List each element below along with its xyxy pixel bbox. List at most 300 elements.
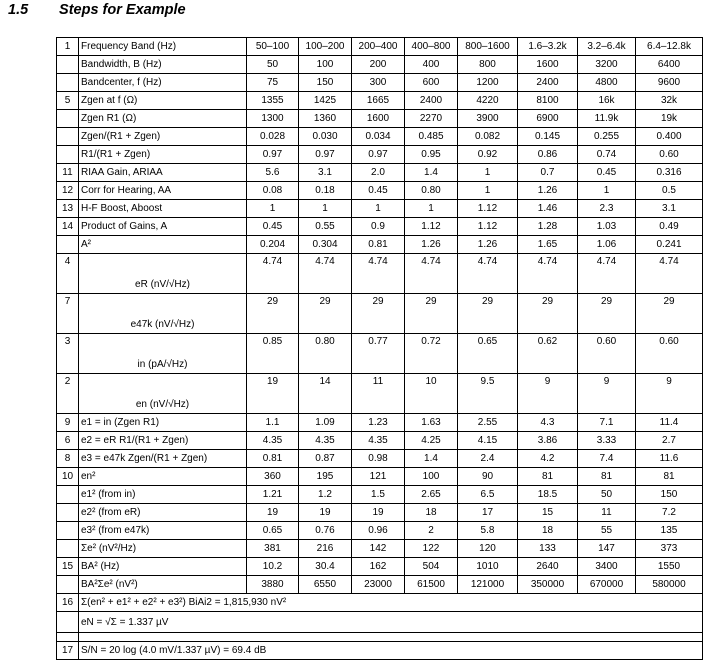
- table-cell: 1200: [458, 74, 518, 92]
- table-row: [57, 414, 703, 432]
- table-cell: 4.74: [636, 254, 703, 294]
- table-cell: 6900: [518, 110, 578, 128]
- table-cell: 29: [518, 294, 578, 334]
- row-label: Zgen at f (Ω): [79, 92, 247, 110]
- table-cell: 0.255: [578, 128, 636, 146]
- table-cell: 75: [247, 74, 299, 92]
- table-cell: 4.74: [458, 254, 518, 294]
- table-cell: 1: [578, 182, 636, 200]
- section-number: 1.5: [8, 2, 29, 18]
- table-cell: 81: [636, 468, 703, 486]
- table-cell: 100: [405, 468, 458, 486]
- step-number: 9: [57, 414, 79, 432]
- table-cell: 216: [299, 540, 352, 558]
- row-label: A²: [79, 236, 247, 254]
- step-number: 1: [57, 38, 79, 56]
- table-cell: 100–200: [299, 38, 352, 56]
- table-cell: 800: [458, 56, 518, 74]
- step-number: [57, 540, 79, 558]
- summary-text: Σ(en² + e1² + e2² + e3²) BiAi2 = 1,815,930 nV²: [79, 594, 703, 612]
- table-row: [57, 486, 703, 504]
- table-row: [57, 522, 703, 540]
- table-cell: 147: [578, 540, 636, 558]
- table-cell: 580000: [636, 576, 703, 594]
- row-label: en (nV/√Hz): [79, 374, 247, 414]
- row-label: RIAA Gain, ARIAA: [79, 164, 247, 182]
- table-cell: 0.5: [636, 182, 703, 200]
- step-number: 16: [57, 594, 79, 612]
- table-cell: 0.145: [518, 128, 578, 146]
- table-cell: 4.74: [578, 254, 636, 294]
- table-cell: 18: [405, 504, 458, 522]
- table-row: [57, 146, 703, 164]
- table-row: [57, 182, 703, 200]
- table-cell: 19: [247, 504, 299, 522]
- summary-text: S/N = 20 log (4.0 mV/1.337 µV) = 69.4 dB: [79, 642, 703, 660]
- table-cell: 23000: [352, 576, 405, 594]
- table-row: [57, 92, 703, 110]
- table-cell: 1.65: [518, 236, 578, 254]
- table-cell: 29: [458, 294, 518, 334]
- table-cell: 600: [405, 74, 458, 92]
- table-cell: 121000: [458, 576, 518, 594]
- table-cell: 4.2: [518, 450, 578, 468]
- table-row: [57, 468, 703, 486]
- table-cell: 19k: [636, 110, 703, 128]
- step-number: [57, 110, 79, 128]
- row-label: en²: [79, 468, 247, 486]
- table-cell: 162: [352, 558, 405, 576]
- table-cell: 1: [458, 182, 518, 200]
- step-number: [57, 486, 79, 504]
- step-number: 7: [57, 294, 79, 334]
- table-cell: 0.97: [247, 146, 299, 164]
- table-cell: 29: [352, 294, 405, 334]
- summary-text: eN = √Σ = 1.337 µV: [79, 612, 703, 633]
- table-cell: 350000: [518, 576, 578, 594]
- table-cell: 4.15: [458, 432, 518, 450]
- table-cell: 0.85: [247, 334, 299, 374]
- step-number: [57, 504, 79, 522]
- table-cell: 142: [352, 540, 405, 558]
- table-cell: 0.96: [352, 522, 405, 540]
- table-cell: 1.21: [247, 486, 299, 504]
- step-number: [57, 74, 79, 92]
- table-cell: 4.74: [299, 254, 352, 294]
- table-row: [57, 110, 703, 128]
- table-row: [57, 56, 703, 74]
- table-row: [57, 74, 703, 92]
- table-cell: 1.06: [578, 236, 636, 254]
- table-cell: 29: [578, 294, 636, 334]
- table-cell: 4.35: [299, 432, 352, 450]
- table-cell: 100: [299, 56, 352, 74]
- row-label: BA²Σe² (nV²): [79, 576, 247, 594]
- table-row: [57, 576, 703, 594]
- table-cell: 0.45: [578, 164, 636, 182]
- table-cell: 50–100: [247, 38, 299, 56]
- table-cell: 800–1600: [458, 38, 518, 56]
- table-cell: 135: [636, 522, 703, 540]
- table-row: [57, 334, 703, 374]
- table-row: [57, 374, 703, 414]
- table-cell: 0.97: [352, 146, 405, 164]
- table-cell: 1.26: [405, 236, 458, 254]
- table-cell: 1: [247, 200, 299, 218]
- table-cell: 4.25: [405, 432, 458, 450]
- table-cell: 50: [578, 486, 636, 504]
- table-cell: 4.35: [352, 432, 405, 450]
- table-cell: 300: [352, 74, 405, 92]
- table-cell: 50: [247, 56, 299, 74]
- table-cell: 4220: [458, 92, 518, 110]
- row-label: Σe² (nV²/Hz): [79, 540, 247, 558]
- table-cell: 0.7: [518, 164, 578, 182]
- table-cell: 4.3: [518, 414, 578, 432]
- table-cell: 0.18: [299, 182, 352, 200]
- table-cell: 17: [458, 504, 518, 522]
- table-cell: 3900: [458, 110, 518, 128]
- row-label: Corr for Hearing, AA: [79, 182, 247, 200]
- table-cell: 4800: [578, 74, 636, 92]
- table-cell: 81: [578, 468, 636, 486]
- table-cell: 1.4: [405, 450, 458, 468]
- table-row: [57, 594, 703, 612]
- table-cell: 4.35: [247, 432, 299, 450]
- table-row: [57, 254, 703, 294]
- section-heading: [8, 2, 186, 18]
- table-cell: 19: [247, 374, 299, 414]
- table-cell: 1.63: [405, 414, 458, 432]
- table-cell: 504: [405, 558, 458, 576]
- table-cell: 0.241: [636, 236, 703, 254]
- table-cell: 8100: [518, 92, 578, 110]
- table-cell: 16k: [578, 92, 636, 110]
- row-label: eR (nV/√Hz): [79, 254, 247, 294]
- table-cell: 0.87: [299, 450, 352, 468]
- table-cell: 11.6: [636, 450, 703, 468]
- table-cell: 1.26: [458, 236, 518, 254]
- step-number: 11: [57, 164, 79, 182]
- row-label: in (pA/√Hz): [79, 334, 247, 374]
- row-label: e2 = eR R1/(R1 + Zgen): [79, 432, 247, 450]
- row-label: Zgen R1 (Ω): [79, 110, 247, 128]
- table-cell: 9: [518, 374, 578, 414]
- step-number: [57, 146, 79, 164]
- table-cell: 0.77: [352, 334, 405, 374]
- table-cell: 9600: [636, 74, 703, 92]
- table-cell: 0.316: [636, 164, 703, 182]
- table-cell: 3400: [578, 558, 636, 576]
- step-number: 15: [57, 558, 79, 576]
- table-cell: 1550: [636, 558, 703, 576]
- table-cell: 29: [299, 294, 352, 334]
- table-cell: 29: [247, 294, 299, 334]
- step-number: 3: [57, 334, 79, 374]
- table-cell: 1360: [299, 110, 352, 128]
- step-number: 5: [57, 92, 79, 110]
- step-number: 12: [57, 182, 79, 200]
- table-cell: 55: [578, 522, 636, 540]
- steps-table: [56, 37, 703, 660]
- table-cell: 2.4: [458, 450, 518, 468]
- table-cell: 0.74: [578, 146, 636, 164]
- step-number: 2: [57, 374, 79, 414]
- table-cell: 2.0: [352, 164, 405, 182]
- table-cell: 400: [405, 56, 458, 74]
- table-cell: 7.1: [578, 414, 636, 432]
- table-row: [57, 633, 703, 642]
- table-cell: 0.65: [458, 334, 518, 374]
- step-number: 4: [57, 254, 79, 294]
- table-cell: 19: [299, 504, 352, 522]
- table-cell: 1.23: [352, 414, 405, 432]
- table-cell: 0.98: [352, 450, 405, 468]
- table-cell: 32k: [636, 92, 703, 110]
- table-cell: 0.55: [299, 218, 352, 236]
- step-number: [57, 128, 79, 146]
- table-cell: 1355: [247, 92, 299, 110]
- table-cell: 0.65: [247, 522, 299, 540]
- step-number: 14: [57, 218, 79, 236]
- table-cell: 1: [352, 200, 405, 218]
- table-cell: 1.6–3.2k: [518, 38, 578, 56]
- table-cell: 6.5: [458, 486, 518, 504]
- table-cell: 0.81: [352, 236, 405, 254]
- row-label: e47k (nV/√Hz): [79, 294, 247, 334]
- table-cell: 3.1: [299, 164, 352, 182]
- table-cell: 1600: [352, 110, 405, 128]
- table-cell: 29: [405, 294, 458, 334]
- table-cell: 1.03: [578, 218, 636, 236]
- table-cell: 9: [578, 374, 636, 414]
- row-label: Bandcenter, f (Hz): [79, 74, 247, 92]
- table-cell: 1.4: [405, 164, 458, 182]
- table-cell: 1: [299, 200, 352, 218]
- table-cell: 195: [299, 468, 352, 486]
- table-cell: 1.5: [352, 486, 405, 504]
- table-row: [57, 642, 703, 660]
- table-cell: 61500: [405, 576, 458, 594]
- table-cell: 0.92: [458, 146, 518, 164]
- table-cell: 4.74: [405, 254, 458, 294]
- table-row: [57, 38, 703, 56]
- table-row: [57, 612, 703, 633]
- table-cell: 0.97: [299, 146, 352, 164]
- step-number: [57, 612, 79, 633]
- table-cell: 6550: [299, 576, 352, 594]
- table-cell: 7.4: [578, 450, 636, 468]
- table-cell: 14: [299, 374, 352, 414]
- row-label: e3 = e47k Zgen/(R1 + Zgen): [79, 450, 247, 468]
- table-cell: 4.74: [352, 254, 405, 294]
- table-cell: 0.86: [518, 146, 578, 164]
- table-cell: 2400: [405, 92, 458, 110]
- table-row: [57, 236, 703, 254]
- table-cell: 1.46: [518, 200, 578, 218]
- table-cell: 0.80: [299, 334, 352, 374]
- table-cell: 11: [578, 504, 636, 522]
- table-cell: 2.55: [458, 414, 518, 432]
- table-cell: 0.485: [405, 128, 458, 146]
- table-cell: 150: [299, 74, 352, 92]
- table-cell: 0.60: [636, 146, 703, 164]
- table-row: [57, 128, 703, 146]
- table-row: [57, 540, 703, 558]
- table-cell: 2.3: [578, 200, 636, 218]
- table-cell: 3200: [578, 56, 636, 74]
- row-label: Zgen/(R1 + Zgen): [79, 128, 247, 146]
- table-cell: 0.72: [405, 334, 458, 374]
- row-label: Bandwidth, B (Hz): [79, 56, 247, 74]
- step-number: [57, 576, 79, 594]
- table-cell: 0.082: [458, 128, 518, 146]
- step-number: [57, 633, 79, 642]
- table-cell: 10: [405, 374, 458, 414]
- table-cell: 1.26: [518, 182, 578, 200]
- table-row: [57, 294, 703, 334]
- table-cell: 3.1: [636, 200, 703, 218]
- table-cell: 3880: [247, 576, 299, 594]
- table-cell: 0.49: [636, 218, 703, 236]
- row-label: e1² (from in): [79, 486, 247, 504]
- table-cell: 81: [518, 468, 578, 486]
- table-cell: 0.76: [299, 522, 352, 540]
- table-cell: 9.5: [458, 374, 518, 414]
- table-cell: 11: [352, 374, 405, 414]
- table-cell: 0.030: [299, 128, 352, 146]
- table-row: [57, 432, 703, 450]
- table-cell: 1300: [247, 110, 299, 128]
- table-cell: 1.28: [518, 218, 578, 236]
- table-cell: 150: [636, 486, 703, 504]
- row-label: BA² (Hz): [79, 558, 247, 576]
- table-row: [57, 200, 703, 218]
- table-row: [57, 164, 703, 182]
- table-cell: 2270: [405, 110, 458, 128]
- table-cell: 1010: [458, 558, 518, 576]
- table-cell: 0.08: [247, 182, 299, 200]
- table-cell: 90: [458, 468, 518, 486]
- table-cell: 0.81: [247, 450, 299, 468]
- table-cell: 0.204: [247, 236, 299, 254]
- table-cell: 5.6: [247, 164, 299, 182]
- table-row: [57, 450, 703, 468]
- table-cell: 2.7: [636, 432, 703, 450]
- row-label: e3² (from e47k): [79, 522, 247, 540]
- table-cell: 400–800: [405, 38, 458, 56]
- table-cell: 6400: [636, 56, 703, 74]
- step-number: 6: [57, 432, 79, 450]
- table-cell: 381: [247, 540, 299, 558]
- summary-text: [79, 633, 703, 642]
- row-label: Product of Gains, A: [79, 218, 247, 236]
- table-cell: 200: [352, 56, 405, 74]
- table-cell: 120: [458, 540, 518, 558]
- step-number: 8: [57, 450, 79, 468]
- table-cell: 1600: [518, 56, 578, 74]
- table-cell: 0.60: [636, 334, 703, 374]
- table-cell: 0.80: [405, 182, 458, 200]
- table-cell: 1.12: [458, 200, 518, 218]
- table-cell: 373: [636, 540, 703, 558]
- table-cell: 1665: [352, 92, 405, 110]
- table-cell: 0.45: [352, 182, 405, 200]
- table-cell: 0.034: [352, 128, 405, 146]
- table-cell: 0.028: [247, 128, 299, 146]
- step-number: [57, 56, 79, 74]
- table-cell: 7.2: [636, 504, 703, 522]
- table-cell: 1.2: [299, 486, 352, 504]
- table-cell: 11.9k: [578, 110, 636, 128]
- table-cell: 0.304: [299, 236, 352, 254]
- table-cell: 1425: [299, 92, 352, 110]
- step-number: 13: [57, 200, 79, 218]
- row-label: H-F Boost, Aboost: [79, 200, 247, 218]
- table-cell: 670000: [578, 576, 636, 594]
- table-cell: 1: [405, 200, 458, 218]
- table-cell: 5.8: [458, 522, 518, 540]
- step-number: 10: [57, 468, 79, 486]
- row-label: R1/(R1 + Zgen): [79, 146, 247, 164]
- table-cell: 6.4–12.8k: [636, 38, 703, 56]
- table-cell: 0.60: [578, 334, 636, 374]
- table-row: [57, 504, 703, 522]
- table-cell: 4.74: [247, 254, 299, 294]
- row-label: e2² (from eR): [79, 504, 247, 522]
- table-cell: 1: [458, 164, 518, 182]
- table-cell: 122: [405, 540, 458, 558]
- table-cell: 0.9: [352, 218, 405, 236]
- table-cell: 1.09: [299, 414, 352, 432]
- table-cell: 19: [352, 504, 405, 522]
- step-number: 17: [57, 642, 79, 660]
- table-cell: 0.400: [636, 128, 703, 146]
- table-cell: 3.86: [518, 432, 578, 450]
- table-cell: 4.74: [518, 254, 578, 294]
- table-cell: 133: [518, 540, 578, 558]
- table-cell: 0.95: [405, 146, 458, 164]
- table-cell: 3.2–6.4k: [578, 38, 636, 56]
- table-cell: 18: [518, 522, 578, 540]
- table-cell: 3.33: [578, 432, 636, 450]
- table-cell: 2400: [518, 74, 578, 92]
- table-row: [57, 558, 703, 576]
- table-cell: 2.65: [405, 486, 458, 504]
- table-cell: 2640: [518, 558, 578, 576]
- section-title: Steps for Example: [59, 2, 186, 18]
- table-row: [57, 218, 703, 236]
- step-number: [57, 522, 79, 540]
- row-label: e1 = in (Zgen R1): [79, 414, 247, 432]
- table-cell: 0.45: [247, 218, 299, 236]
- table-cell: 29: [636, 294, 703, 334]
- table-cell: 1.12: [405, 218, 458, 236]
- table-cell: 10.2: [247, 558, 299, 576]
- table-cell: 18.5: [518, 486, 578, 504]
- table-cell: 200–400: [352, 38, 405, 56]
- table-cell: 1.1: [247, 414, 299, 432]
- row-label: Frequency Band (Hz): [79, 38, 247, 56]
- table-cell: 30.4: [299, 558, 352, 576]
- step-number: [57, 236, 79, 254]
- table-cell: 2: [405, 522, 458, 540]
- table-cell: 9: [636, 374, 703, 414]
- table-cell: 15: [518, 504, 578, 522]
- table-cell: 360: [247, 468, 299, 486]
- table-cell: 1.12: [458, 218, 518, 236]
- table-cell: 11.4: [636, 414, 703, 432]
